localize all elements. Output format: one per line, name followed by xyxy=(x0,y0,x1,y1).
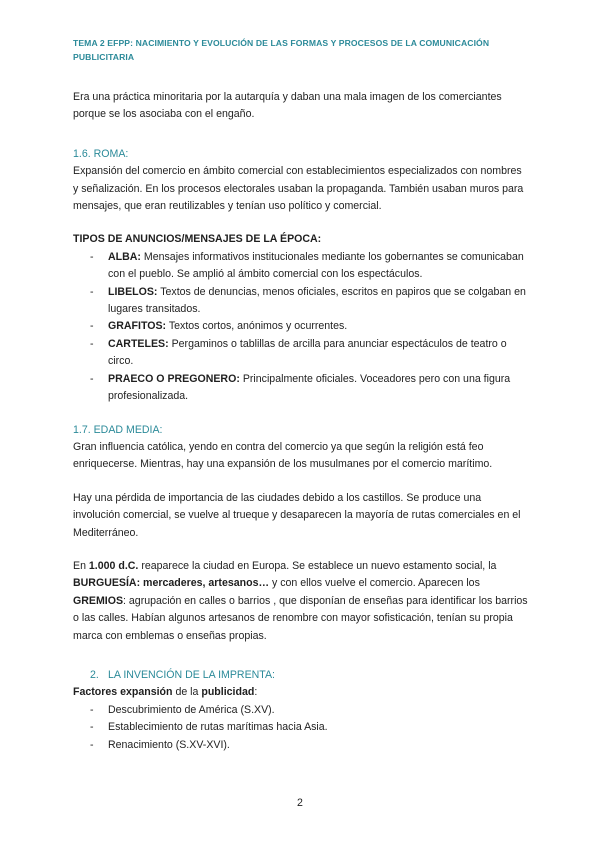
list-item-term: GRAFITOS: xyxy=(108,320,167,333)
factors-mid: de la xyxy=(172,686,202,699)
list-item xyxy=(73,284,528,319)
section-title-text: LA INVENCIÓN DE LA IMPRENTA: xyxy=(108,668,275,681)
edad-media-paragraph-2: Hay una pérdida de importancia de las ciudades debido a los castillos. Se produce una involución comercial, se vuelve al trueque y desaparecen la mayoría de rutas comerciales en el Mediterráneo. xyxy=(73,491,521,539)
section-title-roma: 1.6. ROMA: xyxy=(73,147,129,160)
text-run: y con ellos vuelve el comercio. Aparecen los xyxy=(269,577,480,590)
date-highlight: 1.000 d.C. xyxy=(88,559,139,572)
list-item-desc: Textos cortos, anónimos y ocurrentes. xyxy=(168,320,348,333)
list-item: - Descubrimiento de América (S.XV). xyxy=(73,702,528,719)
list-item-term: ALBA: xyxy=(108,250,141,263)
section-title-edad-media: 1.7. EDAD MEDIA: xyxy=(73,423,163,436)
text-run: En xyxy=(73,559,89,572)
list-item xyxy=(73,336,528,371)
gremios-highlight: GREMIOS xyxy=(73,594,124,607)
factors-bold: publicidad xyxy=(201,686,255,699)
ad-types-list xyxy=(73,249,528,406)
list-item xyxy=(73,371,528,406)
list-item: - Renacimiento (S.XV-XVI). xyxy=(73,737,528,754)
list-item-desc: Principalmente oficiales. Voceadores pero con una figura profesionalizada. xyxy=(108,372,511,403)
roma-paragraph: Expansión del comercio en ámbito comercial con establecimientos especializados con nombres y señalización. En los procesos electorales usaban la propaganda. También usaban muros para mensajes, que eran reutilizables y tenían uso político y comercial. xyxy=(73,165,524,213)
section-number: 2. xyxy=(90,668,99,681)
factors-heading xyxy=(73,684,528,701)
list-item-term: LIBELOS: xyxy=(108,285,158,298)
section-title-imprenta xyxy=(73,667,528,684)
intro-paragraph: Era una práctica minoritaria por la autarquía y daban una mala imagen de los comerciantes porque se los asociaba con el engaño. xyxy=(73,91,502,121)
edad-media-paragraph-3 xyxy=(73,558,528,645)
list-item-desc: Textos de denuncias, menos oficiales, escritos en papiros que se colgaban en lugares transitados. xyxy=(108,285,526,316)
list-item-term: CARTELES: xyxy=(108,337,169,350)
factors-list xyxy=(73,702,528,754)
burguesia-highlight: BURGUESÍA: mercaderes, artesanos… xyxy=(73,577,270,590)
factors-suffix: : xyxy=(254,686,258,699)
list-item xyxy=(73,249,528,284)
list-item-term: PRAECO O PREGONERO: xyxy=(108,372,240,385)
list-item xyxy=(73,318,528,335)
page-content xyxy=(73,89,528,754)
ad-types-heading: TIPOS DE ANUNCIOS/MENSAJES DE LA ÉPOCA: xyxy=(73,233,322,246)
factors-prefix: Factores expansión xyxy=(73,686,173,699)
list-item: - Establecimiento de rutas marítimas hacia Asia. xyxy=(73,719,528,736)
text-run: : agrupación en calles o barrios , que disponían de enseñas para identificar los barrios o las calles. Habían algunos artesanos de renombre con mayor sofisticación, tenían su propia marca con emblemas o enseñas propias. xyxy=(73,594,528,642)
text-run: reaparece la ciudad en Europa. Se establece un nuevo estamento social, la xyxy=(138,559,497,572)
list-item-desc: Pergaminos o tablillas de arcilla para anunciar espectáculos de teatro o circo. xyxy=(108,337,507,368)
edad-media-paragraph-1: Gran influencia católica, yendo en contra del comercio ya que según la religión está feo enriquecerse. Mientras, hay una expansión de los musulmanes por el comercio marítimo. xyxy=(73,440,493,471)
page-number: 2 xyxy=(297,797,303,809)
running-header: TEMA 2 EFPP: NACIMIENTO Y EVOLUCIÓN DE LAS FORMAS Y PROCESOS DE LA COMUNICACIÓN PUBLICITARIA xyxy=(73,38,490,62)
list-item-desc: Mensajes informativos institucionales mediante los gobernantes se comunicaban con el pueblo. Se amplió al ámbito comercial con los espectáculos. xyxy=(108,250,524,281)
